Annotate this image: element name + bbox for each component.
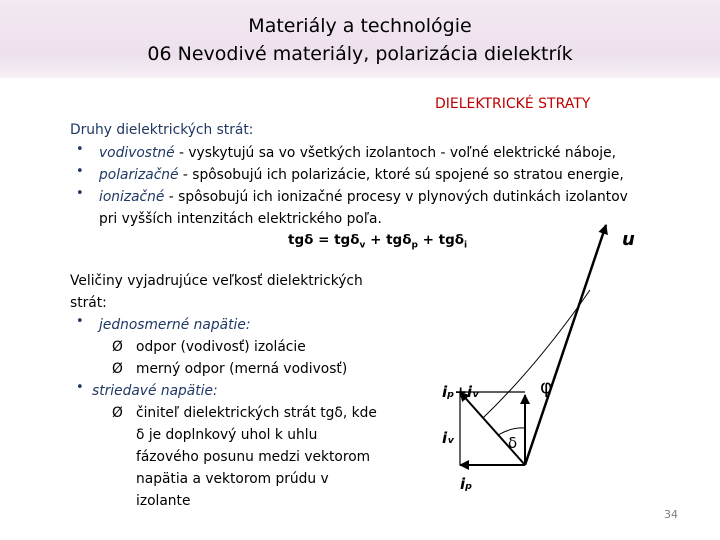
term-ionization: ionizačné <box>99 189 165 205</box>
phasor-diagram <box>417 215 635 505</box>
ac-voltage-label: striedavé napätie: <box>92 383 218 399</box>
slide-header <box>0 0 720 78</box>
dc-item: odpor (vodivosť) izolácie <box>136 339 306 355</box>
item-text: - vyskytujú sa vo všetkých izolantoch - voľné elektrické náboje, <box>174 145 616 161</box>
dc-item: merný odpor (merná vodivosť) <box>136 361 348 377</box>
term-polarization: polarizačné <box>99 167 179 183</box>
list-item <box>99 142 616 164</box>
quantities-intro-cont: strát: <box>70 295 107 311</box>
slide-title: Materiály a technológie <box>248 15 472 37</box>
formula-sub-p: p <box>411 240 418 251</box>
item-text: - spôsobujú ich polarizácie, ktoré sú spojené so stratou energie, <box>178 167 624 183</box>
label-ip-plus-iv: iₚ+iᵥ <box>442 383 480 401</box>
phi-arc <box>483 290 590 418</box>
formula-term-p: + tgδ <box>365 232 412 248</box>
ac-text-line: napätia a vektorom prúdu v <box>136 471 329 487</box>
item-text: - spôsobujú ich ionizačné procesy v plynových dutinkách izolantov <box>164 189 628 205</box>
formula-lhs: tgδ = tgδ <box>288 232 360 248</box>
loss-types-heading: Druhy dielektrických strát: <box>70 122 254 138</box>
label-iv: iᵥ <box>442 429 455 447</box>
arrow-bullet-icon: Ø <box>112 361 123 377</box>
bullet: • <box>76 380 84 395</box>
bullet: • <box>76 314 84 329</box>
ac-text-line: izolante <box>136 493 191 509</box>
term-conductive: vodivostné <box>99 145 175 161</box>
item-continuation: pri vyšších intenzitách elektrického poľa. <box>99 211 382 227</box>
ac-text-line: fázového posunu medzi vektorom <box>136 449 371 465</box>
page-number: 34 <box>664 508 678 521</box>
arrow-bullet-icon: Ø <box>112 339 123 355</box>
bullet: • <box>76 142 84 157</box>
quantities-intro: Veličiny vyjadrujúce veľkosť dielektrických <box>70 273 363 289</box>
formula-sub-v: v <box>359 240 366 251</box>
label-delta: δ <box>508 434 518 452</box>
dc-voltage-label: jednosmerné napätie: <box>99 317 251 333</box>
bullet: • <box>76 186 84 201</box>
label-phi: φ <box>540 376 553 398</box>
bullet: • <box>76 164 84 179</box>
voltage-vector <box>525 225 606 465</box>
list-item <box>99 186 628 208</box>
ac-text-line: činiteľ dielektrických strát tgδ, kde <box>136 405 377 421</box>
ac-text-line: δ je doplnkový uhol k uhlu <box>136 427 318 443</box>
formula-term-i: + tgδ <box>417 232 465 248</box>
slide-subtitle: 06 Nevodivé materiály, polarizácia dielektrík <box>147 43 573 65</box>
list-item <box>99 164 624 186</box>
label-ip: iₚ <box>460 475 473 493</box>
section-title: DIELEKTRICKÉ STRATY <box>435 96 591 112</box>
label-u: u <box>622 229 635 250</box>
formula-sub-i: i <box>464 240 468 251</box>
arrow-bullet-icon: Ø <box>112 405 123 421</box>
